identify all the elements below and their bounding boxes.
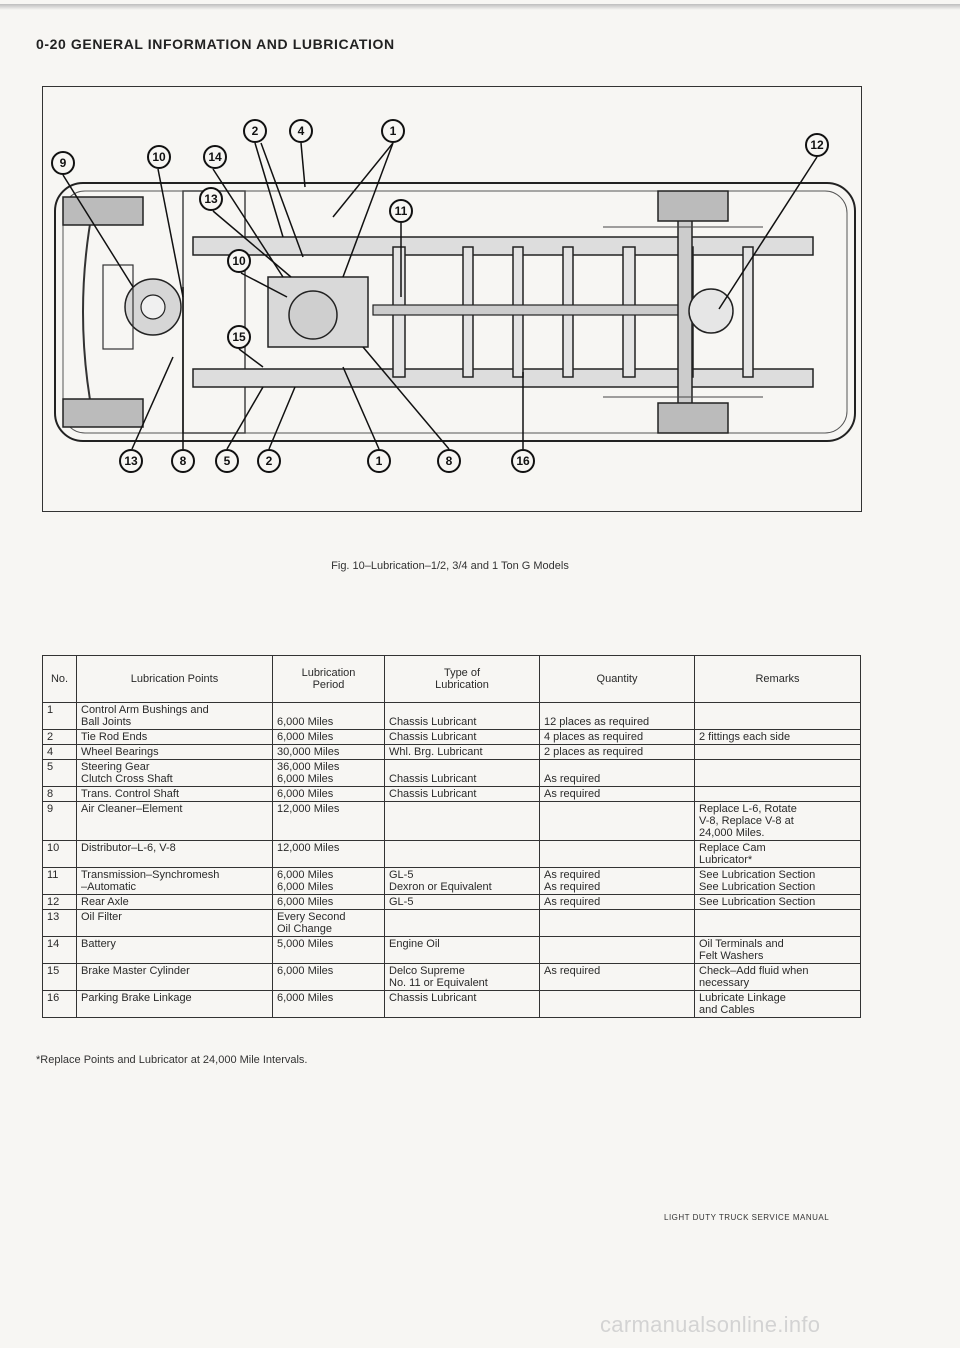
cell-no: 5 bbox=[43, 760, 77, 787]
callout-number: 9 bbox=[59, 156, 67, 170]
callout-number: 16 bbox=[516, 454, 530, 468]
cell-quantity bbox=[540, 841, 695, 868]
table-row bbox=[43, 730, 861, 745]
chassis-diagram bbox=[43, 87, 861, 511]
header-type-of-lubrication: Type of Lubrication bbox=[385, 656, 540, 703]
cell-remarks bbox=[695, 760, 861, 787]
cell-remarks bbox=[695, 703, 861, 730]
cell-lubrication-point: Air Cleaner–Element bbox=[77, 802, 273, 841]
cell-remarks: Oil Terminals and Felt Washers bbox=[695, 937, 861, 964]
cell-lubrication-point: Tie Rod Ends bbox=[77, 730, 273, 745]
callout-number: 11 bbox=[394, 204, 408, 218]
cell-quantity: 4 places as required bbox=[540, 730, 695, 745]
cell-period: 6,000 Miles bbox=[273, 991, 385, 1018]
cell-lubrication-point: Oil Filter bbox=[77, 910, 273, 937]
cell-quantity: As required bbox=[540, 787, 695, 802]
cell-type bbox=[385, 910, 540, 937]
cell-quantity bbox=[540, 991, 695, 1018]
top-callout-7 bbox=[390, 200, 412, 222]
cell-quantity: As required As required bbox=[540, 868, 695, 895]
rear-wheel-right bbox=[658, 403, 728, 433]
cell-type: GL-5 Dexron or Equivalent bbox=[385, 868, 540, 895]
cell-no: 9 bbox=[43, 802, 77, 841]
table-row bbox=[43, 964, 861, 991]
table-row bbox=[43, 895, 861, 910]
cell-remarks bbox=[695, 745, 861, 760]
cell-no: 8 bbox=[43, 787, 77, 802]
cell-period: 12,000 Miles bbox=[273, 841, 385, 868]
cell-remarks: Replace L-6, Rotate V-8, Replace V-8 at 24,000 Miles. bbox=[695, 802, 861, 841]
cell-period: 12,000 Miles bbox=[273, 802, 385, 841]
cell-lubrication-point: Wheel Bearings bbox=[77, 745, 273, 760]
cell-type: Engine Oil bbox=[385, 937, 540, 964]
cell-no: 1 bbox=[43, 703, 77, 730]
table-header-row bbox=[43, 656, 861, 703]
table-row bbox=[43, 745, 861, 760]
cell-no: 15 bbox=[43, 964, 77, 991]
table-footnote: *Replace Points and Lubricator at 24,000 Mile Intervals. bbox=[36, 1054, 308, 1066]
table-row bbox=[43, 760, 861, 787]
cell-period: 36,000 Miles 6,000 Miles bbox=[273, 760, 385, 787]
page-top-rule bbox=[0, 4, 960, 10]
front-bumper bbox=[83, 207, 93, 417]
top-callout-2 bbox=[204, 146, 226, 168]
header-no: No. bbox=[43, 656, 77, 703]
cell-type bbox=[385, 841, 540, 868]
header-lubrication-points: Lubrication Points bbox=[77, 656, 273, 703]
cell-lubrication-point: Parking Brake Linkage bbox=[77, 991, 273, 1018]
bottom-callout-2 bbox=[216, 450, 238, 472]
cell-lubrication-point: Trans. Control Shaft bbox=[77, 787, 273, 802]
cell-remarks bbox=[695, 787, 861, 802]
rear-wheel-left bbox=[658, 191, 728, 221]
bottom-callout-0 bbox=[120, 450, 142, 472]
cell-remarks bbox=[695, 910, 861, 937]
cell-no: 13 bbox=[43, 910, 77, 937]
cell-period: Every Second Oil Change bbox=[273, 910, 385, 937]
table-row bbox=[43, 787, 861, 802]
cell-no: 11 bbox=[43, 868, 77, 895]
cell-type: Delco Supreme No. 11 or Equivalent bbox=[385, 964, 540, 991]
top-callout-9 bbox=[228, 326, 250, 348]
watermark: carmanualsonline.info bbox=[600, 1312, 821, 1337]
top-callout-1 bbox=[148, 146, 170, 168]
callout-number: 13 bbox=[124, 454, 138, 468]
cell-no: 2 bbox=[43, 730, 77, 745]
cell-period: 6,000 Miles bbox=[273, 964, 385, 991]
lubrication-table bbox=[42, 655, 861, 1018]
cell-no: 14 bbox=[43, 937, 77, 964]
cell-period: 6,000 Miles 6,000 Miles bbox=[273, 868, 385, 895]
chassis-lubrication-figure bbox=[42, 86, 862, 512]
cell-remarks: Lubricate Linkage and Cables bbox=[695, 991, 861, 1018]
top-callout-4 bbox=[290, 120, 312, 142]
header-lubrication-period: Lubrication Period bbox=[273, 656, 385, 703]
callout-number: 1 bbox=[375, 454, 383, 468]
callout-number: 12 bbox=[810, 138, 824, 152]
cell-period: 6,000 Miles bbox=[273, 730, 385, 745]
cell-period: 30,000 Miles bbox=[273, 745, 385, 760]
bottom-callout-4 bbox=[368, 450, 390, 472]
callout-number: 15 bbox=[232, 330, 246, 344]
drive-shaft bbox=[373, 305, 703, 315]
callout-number: 4 bbox=[297, 124, 305, 138]
top-callout-6 bbox=[200, 188, 222, 210]
page-footer: LIGHT DUTY TRUCK SERVICE MANUAL bbox=[664, 1213, 830, 1222]
differential bbox=[689, 289, 733, 333]
cell-quantity bbox=[540, 910, 695, 937]
page-header: 0-20 GENERAL INFORMATION AND LUBRICATION bbox=[36, 36, 395, 52]
callout-number: 8 bbox=[179, 454, 187, 468]
cell-type: Chassis Lubricant bbox=[385, 991, 540, 1018]
cell-remarks: See Lubrication Section See Lubrication Section bbox=[695, 868, 861, 895]
table-body bbox=[43, 703, 861, 1018]
cell-type: Whl. Brg. Lubricant bbox=[385, 745, 540, 760]
cell-type bbox=[385, 802, 540, 841]
cell-quantity: As required bbox=[540, 895, 695, 910]
cell-type: Chassis Lubricant bbox=[385, 730, 540, 745]
cell-no: 12 bbox=[43, 895, 77, 910]
bottom-callout-3 bbox=[258, 450, 280, 472]
bottom-callout-6 bbox=[512, 450, 534, 472]
cell-lubrication-point: Distributor–L-6, V-8 bbox=[77, 841, 273, 868]
figure-caption: Fig. 10–Lubrication–1/2, 3/4 and 1 Ton G Models bbox=[331, 560, 569, 572]
table-row bbox=[43, 991, 861, 1018]
cell-period: 6,000 Miles bbox=[273, 895, 385, 910]
cell-quantity bbox=[540, 937, 695, 964]
callout-number: 10 bbox=[152, 150, 166, 164]
header-quantity: Quantity bbox=[540, 656, 695, 703]
table-row bbox=[43, 868, 861, 895]
cell-lubrication-point: Battery bbox=[77, 937, 273, 964]
top-callout-0 bbox=[52, 152, 74, 174]
cell-type: Chassis Lubricant bbox=[385, 760, 540, 787]
top-callout-8 bbox=[228, 250, 250, 272]
cab-divider bbox=[183, 191, 245, 433]
callout-number: 14 bbox=[208, 150, 222, 164]
table-row bbox=[43, 910, 861, 937]
table-row bbox=[43, 937, 861, 964]
top-callout-3 bbox=[244, 120, 266, 142]
cell-period: 6,000 Miles bbox=[273, 703, 385, 730]
bottom-callout-1 bbox=[172, 450, 194, 472]
cell-quantity: 12 places as required bbox=[540, 703, 695, 730]
cell-type: Chassis Lubricant bbox=[385, 703, 540, 730]
cell-type: Chassis Lubricant bbox=[385, 787, 540, 802]
callout-number: 2 bbox=[265, 454, 273, 468]
cell-lubrication-point: Brake Master Cylinder bbox=[77, 964, 273, 991]
cell-remarks: Check–Add fluid when necessary bbox=[695, 964, 861, 991]
table-row bbox=[43, 703, 861, 730]
cell-lubrication-point: Steering Gear Clutch Cross Shaft bbox=[77, 760, 273, 787]
bottom-callout-5 bbox=[438, 450, 460, 472]
cell-lubrication-point: Rear Axle bbox=[77, 895, 273, 910]
cell-type: GL-5 bbox=[385, 895, 540, 910]
frame-rail-right bbox=[193, 369, 813, 387]
header-remarks: Remarks bbox=[695, 656, 861, 703]
cell-remarks: See Lubrication Section bbox=[695, 895, 861, 910]
top-callout-5 bbox=[382, 120, 404, 142]
bellhousing bbox=[289, 291, 337, 339]
callout-number: 5 bbox=[223, 454, 231, 468]
cell-quantity: 2 places as required bbox=[540, 745, 695, 760]
cell-lubrication-point: Transmission–Synchromesh –Automatic bbox=[77, 868, 273, 895]
table-row bbox=[43, 841, 861, 868]
cell-no: 10 bbox=[43, 841, 77, 868]
front-wheel-left bbox=[63, 197, 143, 225]
cell-period: 6,000 Miles bbox=[273, 787, 385, 802]
cell-period: 5,000 Miles bbox=[273, 937, 385, 964]
callout-number: 8 bbox=[445, 454, 453, 468]
cell-no: 16 bbox=[43, 991, 77, 1018]
front-wheel-right bbox=[63, 399, 143, 427]
cell-remarks: 2 fittings each side bbox=[695, 730, 861, 745]
callout-number: 13 bbox=[204, 192, 218, 206]
frame-rail-left bbox=[193, 237, 813, 255]
top-callout-10 bbox=[806, 134, 828, 156]
cell-lubrication-point: Control Arm Bushings and Ball Joints bbox=[77, 703, 273, 730]
cell-remarks: Replace Cam Lubricator* bbox=[695, 841, 861, 868]
table-row bbox=[43, 802, 861, 841]
callout-number: 10 bbox=[232, 254, 246, 268]
cell-quantity: As required bbox=[540, 760, 695, 787]
callout-number: 1 bbox=[389, 124, 397, 138]
cell-quantity bbox=[540, 802, 695, 841]
callout-number: 2 bbox=[251, 124, 259, 138]
cell-no: 4 bbox=[43, 745, 77, 760]
cell-quantity: As required bbox=[540, 964, 695, 991]
engine-pulley bbox=[141, 295, 165, 319]
